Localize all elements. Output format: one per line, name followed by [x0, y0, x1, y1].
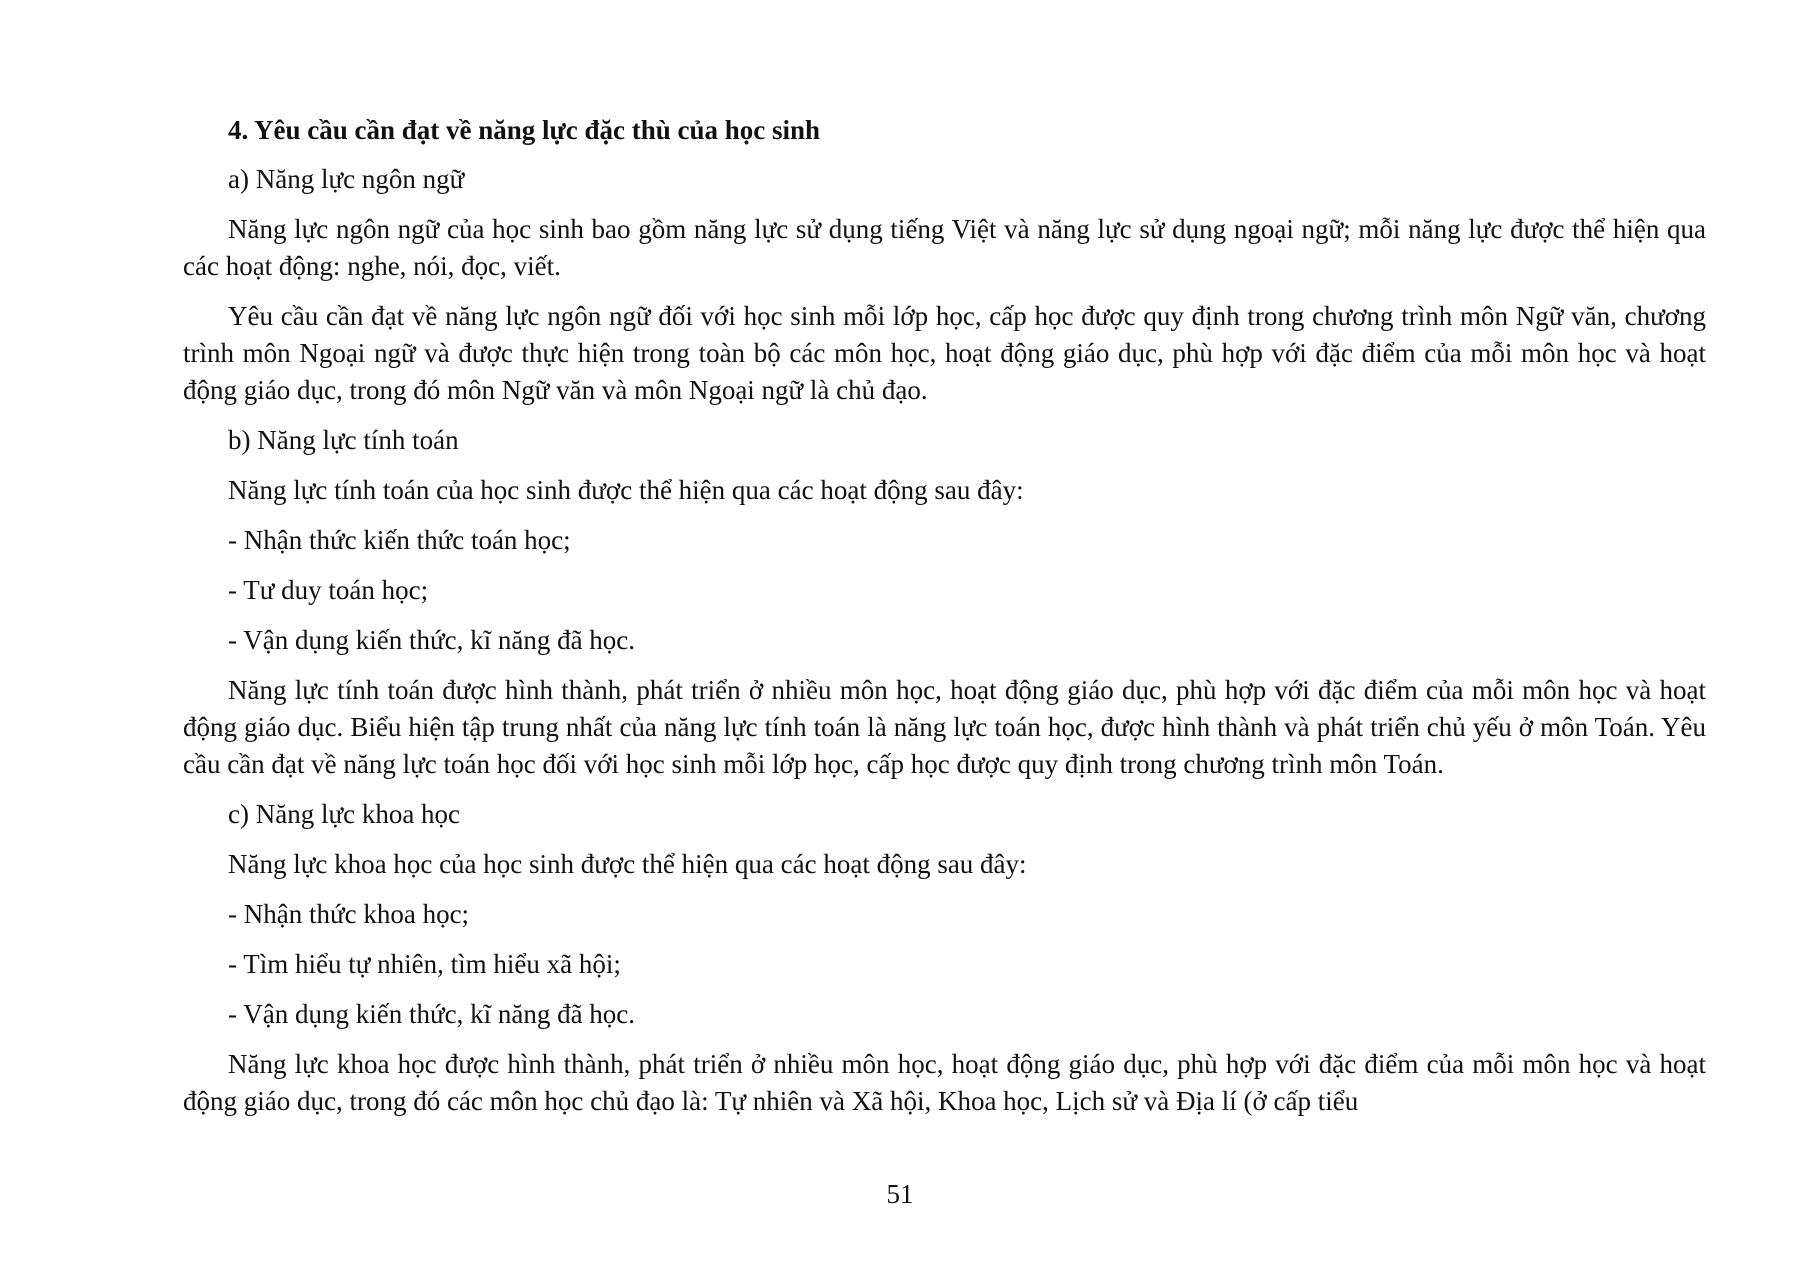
paragraph-b-1: Năng lực tính toán được hình thành, phát triển ở nhiều môn học, hoạt động giáo dục, phù hợp với đặc điểm của mỗi môn học và hoạt động giáo dục. Biểu hiện tập trung nhất của năng lực tính toán là năng lực toán học, được hình thành và phát triển chủ yếu ở môn Toán. Yêu cầu cần đạt về năng lực toán học đối với học sinh mỗi lớp học, cấp học được quy định trong chương trình môn Toán.	[183, 675, 1706, 779]
paragraph-a-2: Yêu cầu cần đạt về năng lực ngôn ngữ đối với học sinh mỗi lớp học, cấp học được quy định trong chương trình môn Ngữ văn, chương trình môn Ngoại ngữ và được thực hiện trong toàn bộ các môn học, hoạt động giáo dục, phù hợp với đặc điểm của mỗi môn học và hoạt động giáo dục, trong đó môn Ngữ văn và môn Ngoại ngữ là chủ đạo.	[183, 301, 1706, 405]
document-page	[183, 112, 1706, 1133]
paragraph-b-intro: Năng lực tính toán của học sinh được thể hiện qua các hoạt động sau đây:	[228, 475, 1024, 505]
paragraph-c-intro: Năng lực khoa học của học sinh được thể hiện qua các hoạt động sau đây:	[228, 849, 1027, 879]
page-number: 51	[886, 1179, 914, 1209]
list-item: - Tư duy toán học;	[228, 575, 429, 605]
list-item: - Nhận thức khoa học;	[228, 899, 470, 929]
subsection-b-title: b) Năng lực tính toán	[228, 425, 459, 455]
paragraph-c-1: Năng lực khoa học được hình thành, phát triển ở nhiều môn học, hoạt động giáo dục, phù hợp với đặc điểm của mỗi môn học và hoạt động giáo dục, trong đó các môn học chủ đạo là: Tự nhiên và Xã hội, Khoa học, Lịch sử và Địa lí (ở cấp tiểu	[183, 1049, 1706, 1116]
subsection-c-title: c) Năng lực khoa học	[228, 799, 461, 829]
paragraph-a-1: Năng lực ngôn ngữ của học sinh bao gồm năng lực sử dụng tiếng Việt và năng lực sử dụng ngoại ngữ; mỗi năng lực được thể hiện qua các hoạt động: nghe, nói, đọc, viết.	[183, 214, 1706, 281]
subsection-a-title: a) Năng lực ngôn ngữ	[228, 164, 465, 194]
list-item: - Vận dụng kiến thức, kĩ năng đã học.	[228, 999, 636, 1029]
list-item: - Nhận thức kiến thức toán học;	[228, 525, 571, 555]
list-item: - Tìm hiểu tự nhiên, tìm hiểu xã hội;	[228, 949, 621, 979]
list-item: - Vận dụng kiến thức, kĩ năng đã học.	[228, 625, 636, 655]
section-heading: 4. Yêu cầu cần đạt về năng lực đặc thù của học sinh	[228, 115, 821, 145]
